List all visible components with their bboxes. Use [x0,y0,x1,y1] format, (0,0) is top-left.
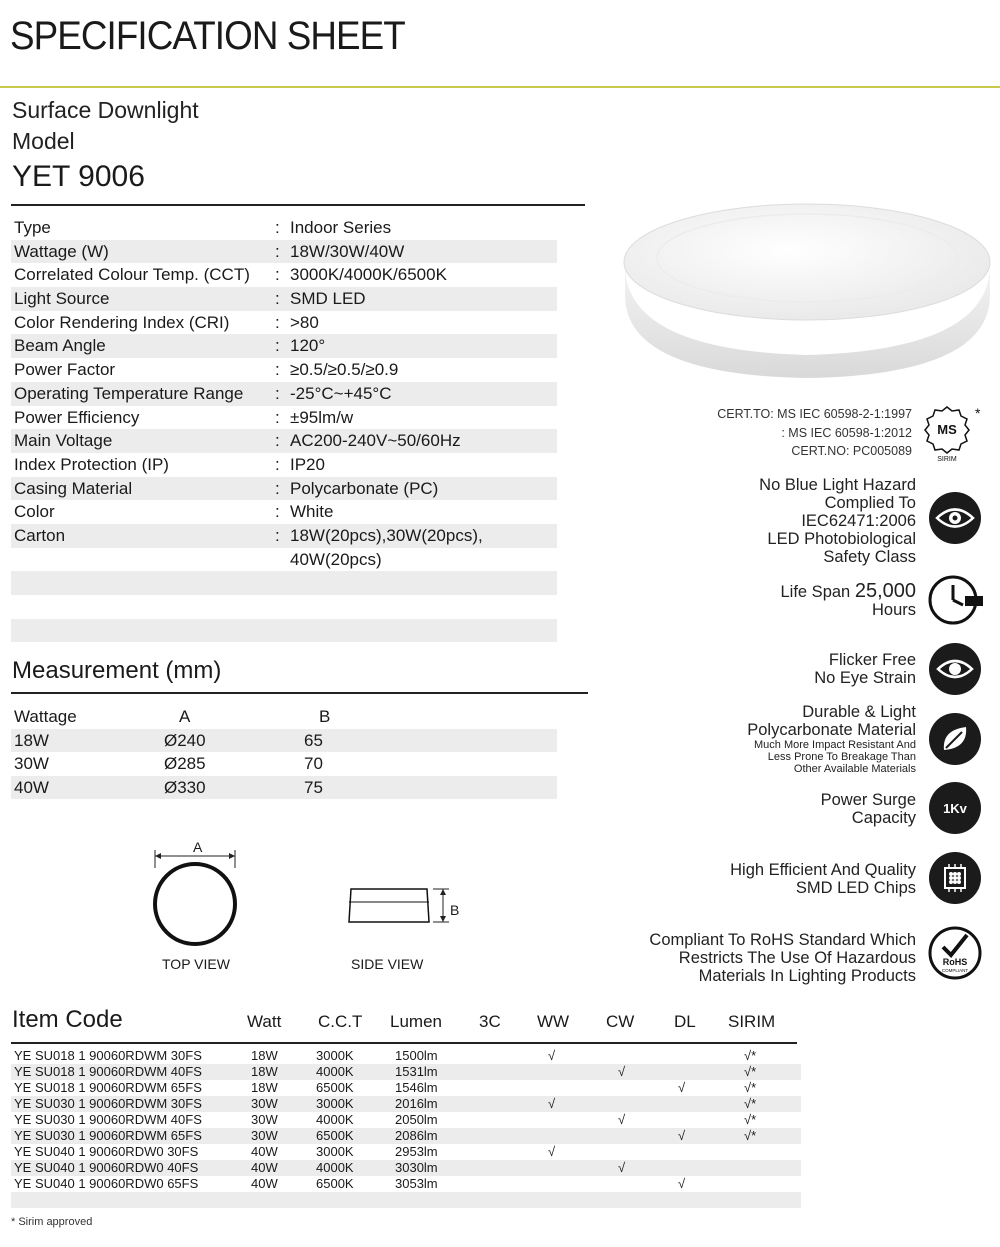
feature-text-line: Compliant To RoHS Standard Which [649,931,916,949]
spec-key: Color Rendering Index (CRI) [14,312,230,332]
spec-separator: : [275,383,280,403]
spec-value: >80 [290,312,319,332]
feature-text-line: Materials In Lighting Products [698,967,916,985]
item-cell-code: YE SU040 1 90060RDW0 40FS [14,1160,199,1175]
spec-row [11,500,557,524]
spec-separator: : [275,336,280,356]
measurement-cell: 18W [14,730,49,750]
item-cell-sirim: √* [744,1096,757,1111]
spec-row [11,571,557,595]
feature-durable [747,703,916,775]
spec-separator: : [275,525,280,545]
footnote: * Sirim approved [11,1216,93,1228]
item-cell-sirim: √* [744,1048,757,1063]
feature-text-line: Safety Class [823,548,916,566]
cert-line-3: CERT.NO: PC005089 [791,444,912,458]
item-cell-cct: 3000K [316,1096,354,1111]
spec-value: 40W(20pcs) [290,549,382,569]
eye-icon [929,643,981,695]
spec-separator: : [275,241,280,261]
model-label: Model [12,128,75,154]
feature-text-line: Restricts The Use Of Hazardous [678,949,916,967]
ms-badge-text: MS [937,422,957,437]
item-cell-ww: √ [548,1048,556,1063]
col-header-ww: WW [537,1012,570,1031]
spec-key: Light Source [14,289,110,309]
item-cell-ww: √ [548,1096,556,1111]
measurement-cell: 40W [14,777,49,797]
spec-value: AC200-240V~50/60Hz [290,431,461,451]
measurement-cell: 30W [14,754,49,773]
col-header-dl: DL [674,1012,696,1031]
item-cell-cct: 6500K [316,1176,354,1191]
feature-power-surge [821,791,916,827]
rohs-icon-sub: COMPLIANT [941,968,969,973]
spec-value: 120° [290,336,326,356]
spec-key: Power Factor [14,360,116,380]
item-cell-cct: 4000K [316,1160,354,1175]
item-cell-cw: √ [618,1064,626,1079]
side-view-drawing [345,882,455,932]
item-cell-watt: 30W [251,1128,278,1143]
item-cell-cct: 3000K [316,1048,354,1063]
item-cell-watt: 18W [251,1048,278,1063]
spec-separator: : [275,289,280,309]
life-span-label: Life Span [780,583,851,601]
measurement-row [11,776,557,800]
spec-separator: : [275,407,280,427]
item-cell-code: YE SU040 1 90060RDW0 65FS [14,1176,199,1191]
clock-battery-icon [927,572,985,628]
feature-text-line: LED Photobiological [767,530,916,548]
spec-key: Correlated Colour Temp. (CCT) [14,265,250,285]
col-header-lumen: Lumen [390,1012,442,1031]
item-row [11,1144,801,1160]
item-cell-sirim: √* [744,1064,757,1079]
item-row [11,1096,801,1112]
item-cell-lumen: 1500lm [395,1048,438,1063]
item-cell-sirim: √* [744,1128,757,1143]
spec-value: ≥0.5/≥0.5/≥0.9 [290,360,399,380]
spec-key: Color [14,502,55,522]
col-header-cct: C.C.T [318,1012,363,1031]
measurement-row [11,729,557,753]
item-cell-cw: √ [618,1160,626,1175]
item-cell-code: YE SU018 1 90060RDWM 65FS [14,1080,202,1095]
spec-row [11,453,557,477]
feature-text-line: No Eye Strain [814,669,916,687]
item-cell-ww: √ [548,1144,556,1159]
spec-row [11,524,557,548]
spec-row [11,216,557,240]
spec-separator: : [275,502,280,522]
spec-key: Power Efficiency [14,407,140,427]
measurement-row [11,752,557,776]
feature-flicker-free [814,651,916,687]
spec-key: Carton [14,525,66,545]
measurement-table [11,705,557,799]
feature-rohs [649,931,916,985]
product-photo [620,200,995,380]
sirim-badge-sub: SIRIM [937,456,957,463]
spec-divider [11,204,585,206]
measurement-cell: 75 [304,777,323,797]
model-code: YET 9006 [12,160,145,193]
spec-row [11,406,557,430]
item-code-divider [11,1042,797,1044]
chip-icon [929,852,981,904]
measurement-divider [11,692,588,694]
feature-text-line: Durable & Light [802,703,916,721]
item-row [11,1160,801,1176]
measurement-header-cell: Wattage [14,707,77,726]
item-cell-lumen: 2086lm [395,1128,438,1143]
measurement-cell: 70 [304,754,323,773]
measurement-heading: Measurement (mm) [12,657,222,684]
surge-icon: 1Kv [929,782,981,834]
spec-value: SMD LED [290,289,366,309]
spec-row [11,263,557,287]
feature-small-line: Much More Impact Resistant And [753,739,916,751]
item-cell-watt: 18W [251,1080,278,1095]
spec-separator: : [275,265,280,285]
feature-text-line: High Efficient And Quality [730,861,916,879]
item-cell-watt: 40W [251,1176,278,1191]
eye-thumb-icon [929,492,981,544]
spec-key: Casing Material [14,478,133,498]
measurement-cell: Ø285 [164,754,206,773]
life-span-number: 25,000 [854,580,916,602]
spec-value: -25°C~+45°C [290,383,392,403]
item-row [11,1128,801,1144]
spec-value: 18W/30W/40W [290,241,405,261]
measurement-cell: 65 [304,730,323,750]
spec-key: Type [14,218,51,237]
feature-small-line: Less Prone To Breakage Than [767,751,916,763]
spec-separator: : [275,431,280,451]
feature-text-line: Polycarbonate Material [747,721,916,739]
item-cell-code: YE SU030 1 90060RDWM 40FS [14,1112,202,1127]
measurement-cell: Ø330 [164,777,206,797]
spec-row [11,477,557,501]
leaf-shield-icon [929,713,981,765]
item-cell-lumen: 2953lm [395,1144,438,1159]
item-cell-cw: √ [618,1112,626,1127]
rohs-icon [927,925,983,981]
feature-text-line: Complied To [824,494,916,512]
item-cell-watt: 30W [251,1096,278,1111]
cert-line-1: CERT.TO: MS IEC 60598-2-1:1997 [717,407,912,421]
spec-value: Indoor Series [290,218,392,237]
item-cell-watt: 40W [251,1160,278,1175]
feature-blue-light [759,476,916,566]
feature-text-line: Flicker Free [828,651,916,669]
spec-row [11,334,557,358]
spec-value: IP20 [290,454,325,474]
spec-row [11,382,557,406]
item-cell-dl: √ [678,1176,686,1191]
spec-value: Polycarbonate (PC) [290,478,439,498]
cert-line-2: : MS IEC 60598-1:2012 [781,426,912,440]
spec-row [11,619,557,643]
feature-text-line: IEC62471:2006 [801,512,916,530]
item-cell-code: YE SU030 1 90060RDWM 65FS [14,1128,202,1143]
item-cell-watt: 30W [251,1112,278,1127]
col-header-3c: 3C [479,1012,501,1031]
spec-key: Index Protection (IP) [14,454,169,474]
item-cell-dl: √ [678,1080,686,1095]
item-cell-code: YE SU018 1 90060RDWM 40FS [14,1064,202,1079]
feature-text-line: No Blue Light Hazard [759,476,916,494]
item-cell-dl: √ [678,1128,686,1143]
spec-separator: : [275,218,280,237]
feature-text-line: SMD LED Chips [795,879,916,897]
item-cell-lumen: 1546lm [395,1080,438,1095]
col-header-watt: Watt [247,1012,282,1031]
item-row [11,1112,801,1128]
spec-row [11,429,557,453]
side-view-label: SIDE VIEW [351,956,424,972]
item-cell-lumen: 1531lm [395,1064,438,1079]
item-cell-code: YE SU018 1 90060RDWM 30FS [14,1048,202,1063]
measurement-header-cell: B [319,707,331,726]
spec-separator: : [275,360,280,380]
item-cell-sirim: √* [744,1080,757,1095]
item-row [11,1048,801,1064]
measurement-cell: Ø240 [164,730,206,750]
spec-table [11,216,557,666]
spec-row [11,240,557,264]
spec-key: Operating Temperature Range [14,383,244,403]
col-header-cw: CW [606,1012,635,1031]
rohs-icon-text: RoHS [942,957,968,967]
item-cell-lumen: 3053lm [395,1176,438,1191]
spec-value: ±95lm/w [290,407,354,427]
item-code-table [11,1048,801,1208]
item-cell-cct: 6500K [316,1128,354,1143]
item-cell-code: YE SU040 1 90060RDW0 30FS [14,1144,199,1159]
spec-row [11,548,557,572]
item-row [11,1192,801,1208]
measurement-header-cell: A [179,707,191,726]
top-view-dim-label: A [193,839,203,855]
spec-value: 18W(20pcs),30W(20pcs), [290,525,483,545]
feature-life-span [781,582,917,619]
product-category: Surface Downlight [12,97,199,123]
sirim-badge-icon [922,405,982,463]
side-view-dim-label: B [450,902,460,918]
spec-value: 3000K/4000K/6500K [290,265,447,285]
col-header-sirim: SIRIM [728,1012,776,1031]
item-cell-cct: 6500K [316,1080,354,1095]
item-cell-cct: 3000K [316,1144,354,1159]
item-cell-lumen: 2050lm [395,1112,438,1127]
measurement-header-row [11,705,557,729]
spec-separator: : [275,478,280,498]
item-code-heading: Item Code [12,1006,123,1033]
sirim-asterisk: * [975,405,981,421]
item-cell-sirim: √* [744,1112,757,1127]
life-span-unit: Hours [871,601,916,619]
feature-smd-chips [730,861,916,897]
item-cell-watt: 18W [251,1064,278,1079]
title-divider [0,86,1000,88]
feature-text-line: Power Surge [820,791,916,809]
spec-row [11,287,557,311]
spec-separator: : [275,454,280,474]
spec-value: White [290,502,334,522]
item-cell-lumen: 3030lm [395,1160,438,1175]
item-row [11,1064,801,1080]
feature-text-line: Capacity [851,809,916,827]
spec-key: Wattage (W) [14,241,109,261]
top-view-label: TOP VIEW [162,956,230,972]
item-cell-watt: 40W [251,1144,278,1159]
spec-row [11,311,557,335]
spec-separator: : [275,312,280,332]
spec-key: Main Voltage [14,431,113,451]
item-cell-cct: 4000K [316,1112,354,1127]
item-row [11,1080,801,1096]
feature-small-line: Other Available Materials [793,763,916,775]
page-title: SPECIFICATION SHEET [10,14,405,58]
spec-row [11,358,557,382]
item-cell-code: YE SU030 1 90060RDWM 30FS [14,1096,202,1111]
item-cell-cct: 4000K [316,1064,354,1079]
spec-row [11,595,557,619]
spec-key: Beam Angle [14,336,106,356]
item-row [11,1176,801,1192]
item-cell-lumen: 2016lm [395,1096,438,1111]
